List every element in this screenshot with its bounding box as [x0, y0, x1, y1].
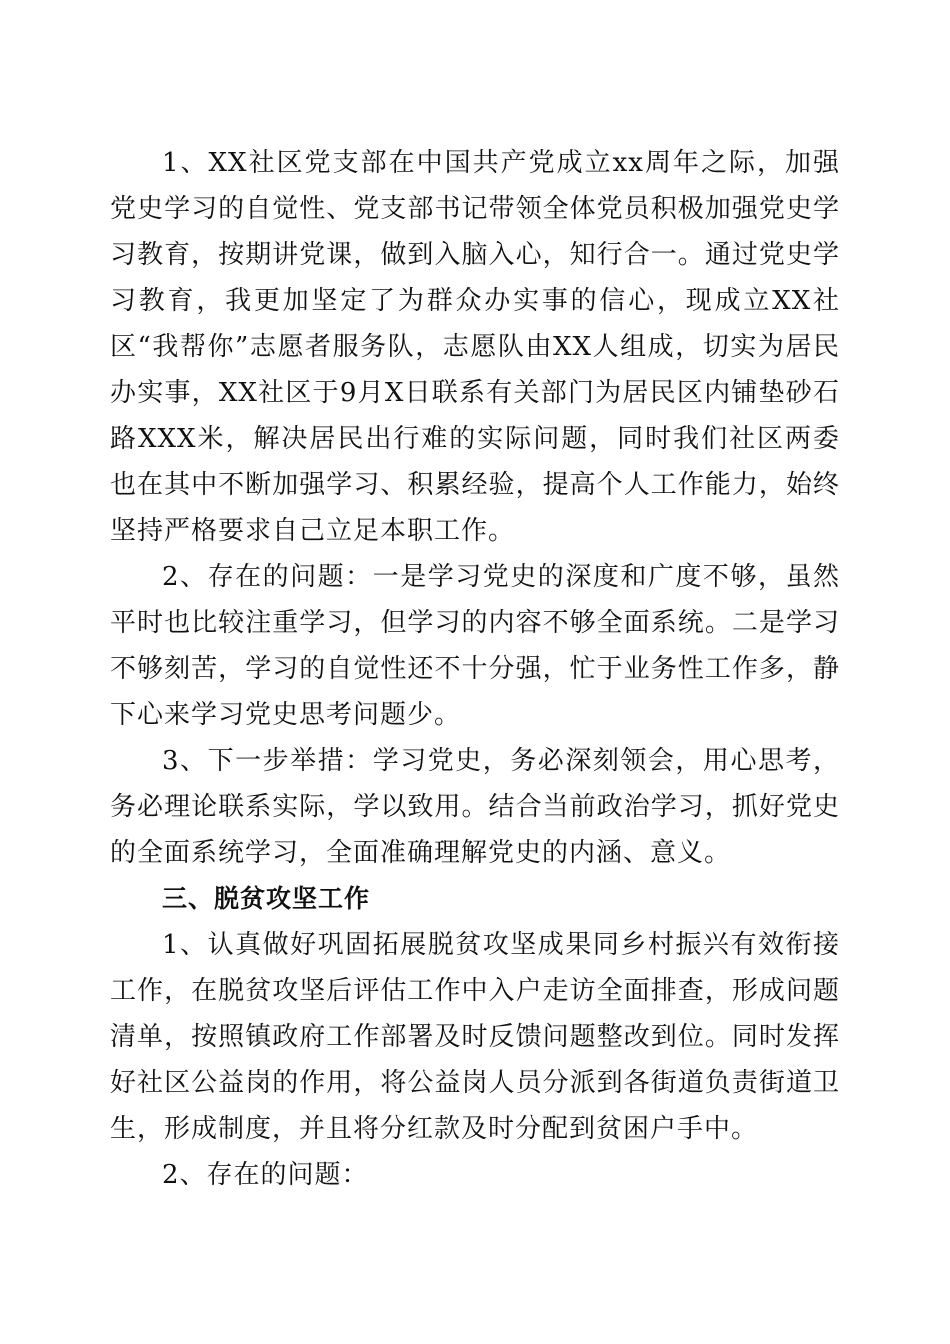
paragraph-poverty-problems: 2、存在的问题：: [162, 1160, 369, 1190]
paragraph-poverty-work: 1、认真做好巩固拓展脱贫攻坚成果同乡村振兴有效衔接工作，在脱贫攻坚后评估工作中入户走访全面排查，形成问题清单，按照镇政府工作部署及时反馈问题整改到位。同时发挥好社区公益岗的作用，将公益岗人员分派到各街道负责街道卫生，形成制度，并且将分红款及时分配到贫困户手中。: [110, 930, 840, 1144]
paragraph-next-steps: 3、下一步举措：学习党史，务必深刻领会，用心思考，务必理论联系实际，学以致用。结合当前政治学习，抓好党史的全面系统学习，全面准确理解党史的内涵、意义。: [110, 746, 840, 868]
document-body: [110, 140, 840, 1198]
paragraph-existing-problems: 2、存在的问题：一是学习党史的深度和广度不够，虽然平时也比较注重学习，但学习的内容不够全面系统。二是学习不够刻苦，学习的自觉性还不十分强，忙于业务性工作多，静下心来学习党史思考问题少。: [110, 562, 840, 730]
paragraph-party-history-study: 1、XX社区党支部在中国共产党成立xx周年之际，加强党史学习的自觉性、党支部书记带领全体党员积极加强党史学习教育，按期讲党课，做到入脑入心，知行合一。通过党史学习教育，我更加坚定了为群众办实事的信心，现成立XX社区“我帮你”志愿者服务队，志愿队由XX人组成，切实为居民办实事，XX社区于9月X日联系有关部门为居民区内铺垫砂石路XXX米，解决居民出行难的实际问题，同时我们社区两委也在其中不断加强学习、积累经验，提高个人工作能力，始终坚持严格要求自己立足本职工作。: [110, 148, 840, 546]
section-heading-poverty-alleviation: 三、脱贫攻坚工作: [162, 884, 371, 913]
